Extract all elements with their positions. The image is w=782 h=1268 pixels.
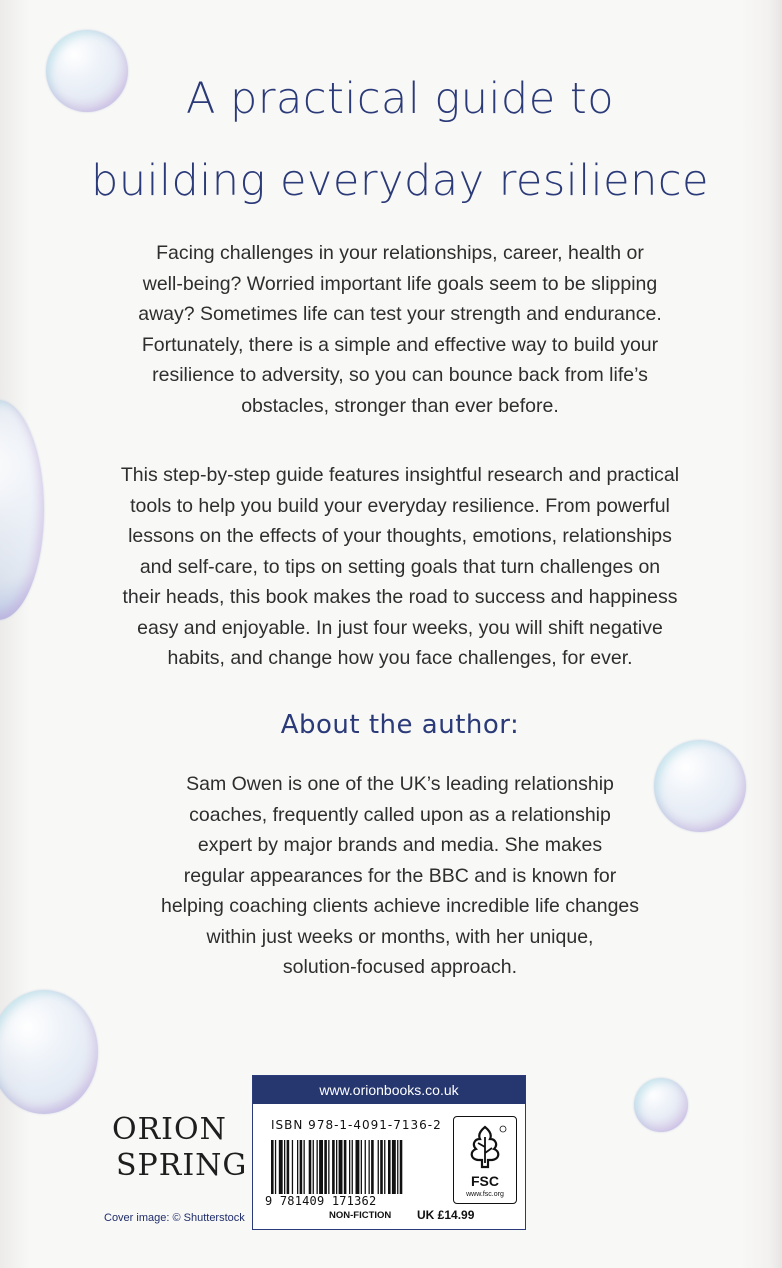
- publisher-url: www.orionbooks.co.uk: [253, 1076, 525, 1104]
- barcode-bar: [336, 1140, 337, 1194]
- barcode-bar: [378, 1140, 379, 1194]
- barcode-bar: [356, 1140, 360, 1194]
- guide-paragraph: [60, 460, 740, 674]
- bubble-decoration-icon: [634, 1078, 688, 1132]
- about-heading: About the author:: [280, 710, 520, 740]
- text-line: their heads, this book makes the road to success and happiness: [122, 586, 678, 608]
- barcode-bar: [369, 1140, 370, 1194]
- fsc-tree-icon: [462, 1123, 508, 1171]
- barcode-digits: 9 781409 171362: [265, 1194, 377, 1208]
- isbn-label: ISBN 978-1-4091-7136-2: [271, 1118, 442, 1132]
- barcode-bar: [384, 1140, 385, 1194]
- text-line: well-being? Worried important life goals seem to be slipping: [142, 272, 658, 295]
- text-line: Sam Owen is one of the UK’s leading relationship: [186, 773, 614, 795]
- barcode-icon: [271, 1140, 447, 1194]
- text-line: resilience to adversity, so you can bounce back from life’s: [152, 364, 648, 386]
- text-line: helping coaching clients achieve incredible life changes: [160, 895, 640, 917]
- intro-paragraph: [60, 238, 740, 421]
- text-line: regular appearances for the BBC and is known for: [183, 864, 617, 887]
- barcode-bar: [279, 1140, 283, 1194]
- text-line: This step-by-step guide features insightful research and practical: [120, 464, 680, 486]
- publisher-logo: [112, 1112, 252, 1184]
- barcode-bar: [397, 1140, 398, 1194]
- barcode-bar: [271, 1140, 274, 1194]
- fsc-url: www.fsc.org: [466, 1191, 504, 1198]
- text-line: obstacles, stronger than ever before.: [241, 394, 559, 417]
- cover-credit: Cover image: © Shutterstock: [104, 1212, 245, 1224]
- barcode-bar: [292, 1140, 293, 1194]
- text-line: tools to help you build your everyday resilience. From powerful: [130, 494, 670, 517]
- barcode-bar: [324, 1140, 327, 1194]
- text-line: Fortunately, there is a simple and effective way to build your: [141, 333, 659, 356]
- barcode-bar: [361, 1140, 362, 1194]
- text-line: habits, and change how you face challenges, for ever.: [167, 647, 633, 669]
- barcode-bar: [388, 1140, 391, 1194]
- barcode-bar: [297, 1140, 298, 1194]
- barcode-bar: [287, 1140, 290, 1194]
- barcode-bar: [300, 1140, 303, 1194]
- text-line: away? Sometimes life can test your strength and endurance.: [138, 303, 662, 325]
- text-line: Facing challenges in your relationships, career, health or: [156, 242, 644, 264]
- barcode-bar: [304, 1140, 305, 1194]
- barcode-bar: [380, 1140, 383, 1194]
- text-line: easy and enjoyable. In just four weeks, you will shift negative: [137, 616, 663, 639]
- author-bio: [110, 769, 690, 983]
- text-line: solution-focused approach.: [282, 956, 518, 978]
- barcode-bar: [332, 1140, 335, 1194]
- text-line: within just weeks or months, with her unique,: [206, 925, 594, 948]
- barcode-bar: [392, 1140, 396, 1194]
- barcode-bar: [317, 1140, 318, 1194]
- barcode-bar: [328, 1140, 329, 1194]
- headline-line: building everyday resilience: [91, 156, 709, 206]
- text-line: lessons on the effects of your thoughts, emotions, relationships: [128, 525, 672, 547]
- barcode-bar: [352, 1140, 353, 1194]
- publisher-line-2: SPRING: [116, 1148, 248, 1183]
- barcode-bar: [319, 1140, 323, 1194]
- barcode-bar: [349, 1140, 350, 1194]
- text-line: expert by major brands and media. She makes: [197, 834, 603, 856]
- barcode-bar: [371, 1140, 374, 1194]
- barcode-bar: [275, 1140, 276, 1194]
- barcode-bar: [313, 1140, 314, 1194]
- headline: [40, 58, 760, 222]
- category-label: NON-FICTION: [329, 1210, 392, 1221]
- barcode-bar: [284, 1140, 285, 1194]
- headline-line: A practical guide to: [185, 74, 615, 124]
- fsc-label: FSC: [471, 1173, 499, 1189]
- publisher-line-1: ORION: [112, 1112, 227, 1147]
- barcode-bar: [400, 1140, 403, 1194]
- barcode-bar: [365, 1140, 366, 1194]
- fsc-logo: [453, 1116, 517, 1204]
- barcode-bar: [344, 1140, 347, 1194]
- text-line: and self-care, to tips on setting goals that turn challenges on: [139, 555, 661, 578]
- barcode-bar: [339, 1140, 343, 1194]
- barcode-bar: [309, 1140, 312, 1194]
- barcode-panel: [252, 1075, 526, 1230]
- price-label: UK £14.99: [417, 1208, 475, 1222]
- text-line: coaches, frequently called upon as a relationship: [189, 803, 611, 826]
